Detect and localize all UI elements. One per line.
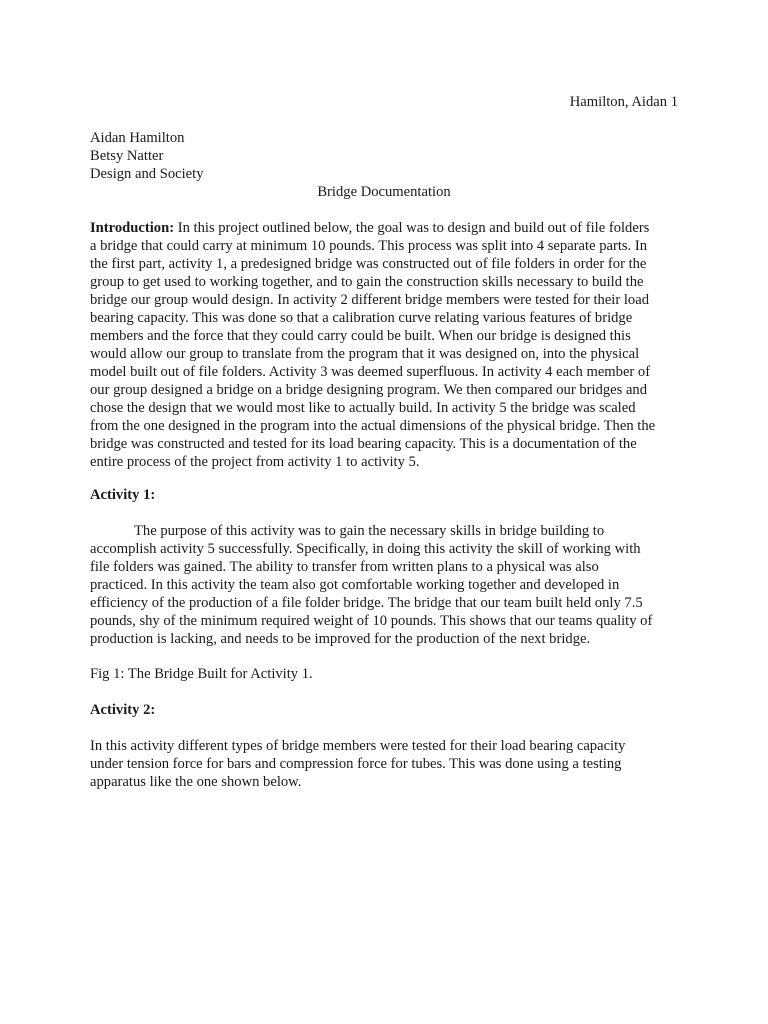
document-title: Bridge Documentation: [317, 184, 451, 200]
intro-line-1-text: In this project outlined below, the goal was to design and build out of file folders: [174, 220, 650, 236]
intro-line: bridge our group would design. In activity 2 different bridge members were tested for their load: [90, 292, 649, 308]
author-block: [90, 129, 686, 183]
activity-1-line-1-text: The purpose of this activity was to gain the necessary skills in bridge building to: [134, 523, 605, 539]
course-name: Design and Society: [90, 166, 204, 182]
activity-2-heading: Activity 2:: [90, 702, 156, 718]
intro-line: our group designed a bridge on a bridge designing program. We then compared our bridges and: [90, 382, 648, 398]
activity-2-line: apparatus like the one shown below.: [90, 774, 302, 790]
page-header: Hamilton, Aidan 1: [569, 94, 678, 110]
activity-2-paragraph: [90, 737, 686, 791]
activity-2-line: In this activity different types of bridge members were tested for their load bearing capacity: [90, 738, 626, 754]
intro-line: model built out of file folders. Activity 3 was deemed superfluous. In activity 4 each member of: [90, 364, 651, 380]
activity-1-paragraph: [90, 522, 686, 648]
activity-2-line: under tension force for bars and compression force for tubes. This was done using a testing: [90, 756, 622, 772]
activity-1-line: practiced. In this activity the team also got comfortable working together and developed in: [90, 577, 620, 593]
introduction-label: Introduction:: [90, 220, 175, 236]
intro-line: a bridge that could carry at minimum 10 pounds. This process was split into 4 separate parts. In: [90, 238, 648, 254]
teacher-name: Betsy Natter: [90, 148, 164, 164]
author-name: Aidan Hamilton: [90, 130, 185, 146]
activity-1-line: pounds, shy of the minimum required weight of 10 pounds. This shows that our teams quality of: [90, 613, 653, 629]
intro-line: group to get used to working together, and to gain the construction skills necessary to build the: [90, 274, 644, 290]
intro-line: the first part, activity 1, a predesigned bridge was constructed out of file folders in order for the: [90, 256, 647, 272]
activity-1-line: file folders was gained. The ability to transfer from written plans to a physical was also: [90, 559, 599, 575]
intro-line-1: [90, 219, 686, 237]
intro-line: bearing capacity. This was done so that a calibration curve relating various features of bridge: [90, 310, 633, 326]
intro-line: from the one designed in the program into the actual dimensions of the physical bridge. Then the: [90, 418, 656, 434]
intro-line: chose the design that we would most like to actually build. In activity 5 the bridge was scaled: [90, 400, 636, 416]
intro-line: would allow our group to translate from the program that it was designed on, into the physical: [90, 346, 640, 362]
activity-1-line: accomplish activity 5 successfully. Specifically, in doing this activity the skill of working with: [90, 541, 641, 557]
activity-1-line: production is lacking, and needs to be improved for the production of the next bridge.: [90, 631, 591, 647]
activity-1-heading: Activity 1:: [90, 487, 156, 503]
intro-line: bridge was constructed and tested for its load bearing capacity. This is a documentation of the: [90, 436, 637, 452]
introduction-paragraph: [90, 219, 686, 471]
intro-line: entire process of the project from activity 1 to activity 5.: [90, 454, 420, 470]
figure-caption: Fig 1: The Bridge Built for Activity 1.: [90, 666, 313, 682]
intro-line: members and the force that they could carry could be built. When our bridge is designed this: [90, 328, 631, 344]
activity-1-line-1: [90, 522, 686, 540]
activity-1-line: efficiency of the production of a file folder bridge. The bridge that our team built held only 7.5: [90, 595, 643, 611]
